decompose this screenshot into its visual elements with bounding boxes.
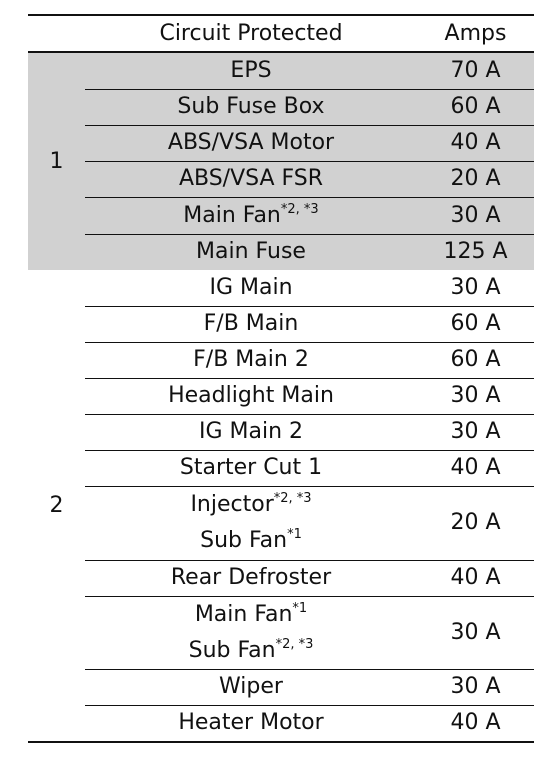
amps-value: 30 A — [450, 620, 501, 645]
circuit-name: ABS/VSA FSR — [178, 166, 324, 191]
circuit-name: F/B Main 2 — [193, 347, 309, 372]
circuit-label: Sub Fan — [200, 528, 288, 553]
footnote-ref: *2, *3 — [273, 491, 312, 506]
amps-value: 40 A — [450, 130, 501, 155]
circuit-line-2 — [85, 633, 417, 669]
circuit-name: EPS — [230, 58, 272, 83]
circuit-name: Sub Fuse Box — [177, 94, 325, 119]
footnote-ref: *1 — [287, 527, 302, 542]
table-row — [85, 669, 534, 705]
footnote-ref: *1 — [292, 601, 308, 616]
table-row — [85, 161, 534, 197]
circuit-text — [183, 203, 318, 228]
table-row — [85, 450, 534, 486]
amps-value: 60 A — [450, 347, 501, 372]
amps-value: 40 A — [450, 455, 501, 480]
table-row — [85, 560, 534, 596]
circuit-name: F/B Main — [203, 311, 299, 336]
circuit-name: Starter Cut 1 — [179, 455, 323, 480]
table-row — [85, 306, 534, 342]
circuit-name: Main Fuse — [196, 239, 306, 264]
group-label-2: 2 — [49, 493, 64, 518]
table-row — [85, 125, 534, 161]
circuit-label: Sub Fan — [188, 638, 276, 663]
circuit-label: Injector — [190, 492, 274, 517]
circuit-name: Rear Defroster — [170, 565, 332, 590]
amps-value: 40 A — [450, 710, 501, 735]
footnote-ref: *2, *3 — [275, 637, 314, 652]
footnote-ref: *2, *3 — [280, 202, 319, 217]
table-row — [85, 486, 534, 560]
circuit-name: IG Main — [209, 275, 293, 300]
amps-value: 30 A — [450, 674, 501, 699]
amps-value: 70 A — [450, 58, 501, 83]
table-row — [85, 89, 534, 125]
table-bottom-rule — [28, 741, 534, 743]
circuit-line-2 — [85, 523, 417, 559]
circuit-name: Headlight Main — [168, 383, 334, 408]
table-row — [85, 53, 534, 89]
table-row — [85, 342, 534, 378]
amps-value: 20 A — [450, 166, 501, 191]
table-row — [85, 197, 534, 234]
table-row — [85, 234, 534, 270]
circuit-label: Main Fan — [194, 602, 293, 627]
amps-value: 60 A — [450, 94, 501, 119]
amps-value: 125 A — [443, 239, 508, 264]
circuit-name: ABS/VSA Motor — [167, 130, 335, 155]
amps-value: 30 A — [450, 419, 501, 444]
circuit-name: IG Main 2 — [198, 419, 304, 444]
amps-value: 30 A — [450, 203, 501, 228]
circuit-name — [85, 197, 417, 234]
group-label-1: 1 — [49, 149, 64, 174]
table-row — [85, 378, 534, 414]
table-row — [85, 414, 534, 450]
circuit-name: Heater Motor — [178, 710, 324, 735]
table-row — [85, 705, 534, 741]
header-circuit-protected: Circuit Protected — [159, 21, 343, 46]
amps-value: 20 A — [450, 510, 501, 535]
circuit-name: Wiper — [219, 674, 283, 699]
circuit-name — [85, 596, 417, 670]
amps-value: 30 A — [450, 383, 501, 408]
circuit-line-1 — [85, 487, 417, 523]
amps-value: 30 A — [450, 275, 501, 300]
circuit-name — [85, 486, 417, 561]
amps-value: 40 A — [450, 565, 501, 590]
table-row — [85, 270, 534, 306]
circuit-label: Main Fan — [183, 203, 281, 228]
header-amps: Amps — [444, 21, 507, 46]
amps-value: 60 A — [450, 311, 501, 336]
table-row — [85, 596, 534, 669]
circuit-line-1 — [85, 597, 417, 633]
